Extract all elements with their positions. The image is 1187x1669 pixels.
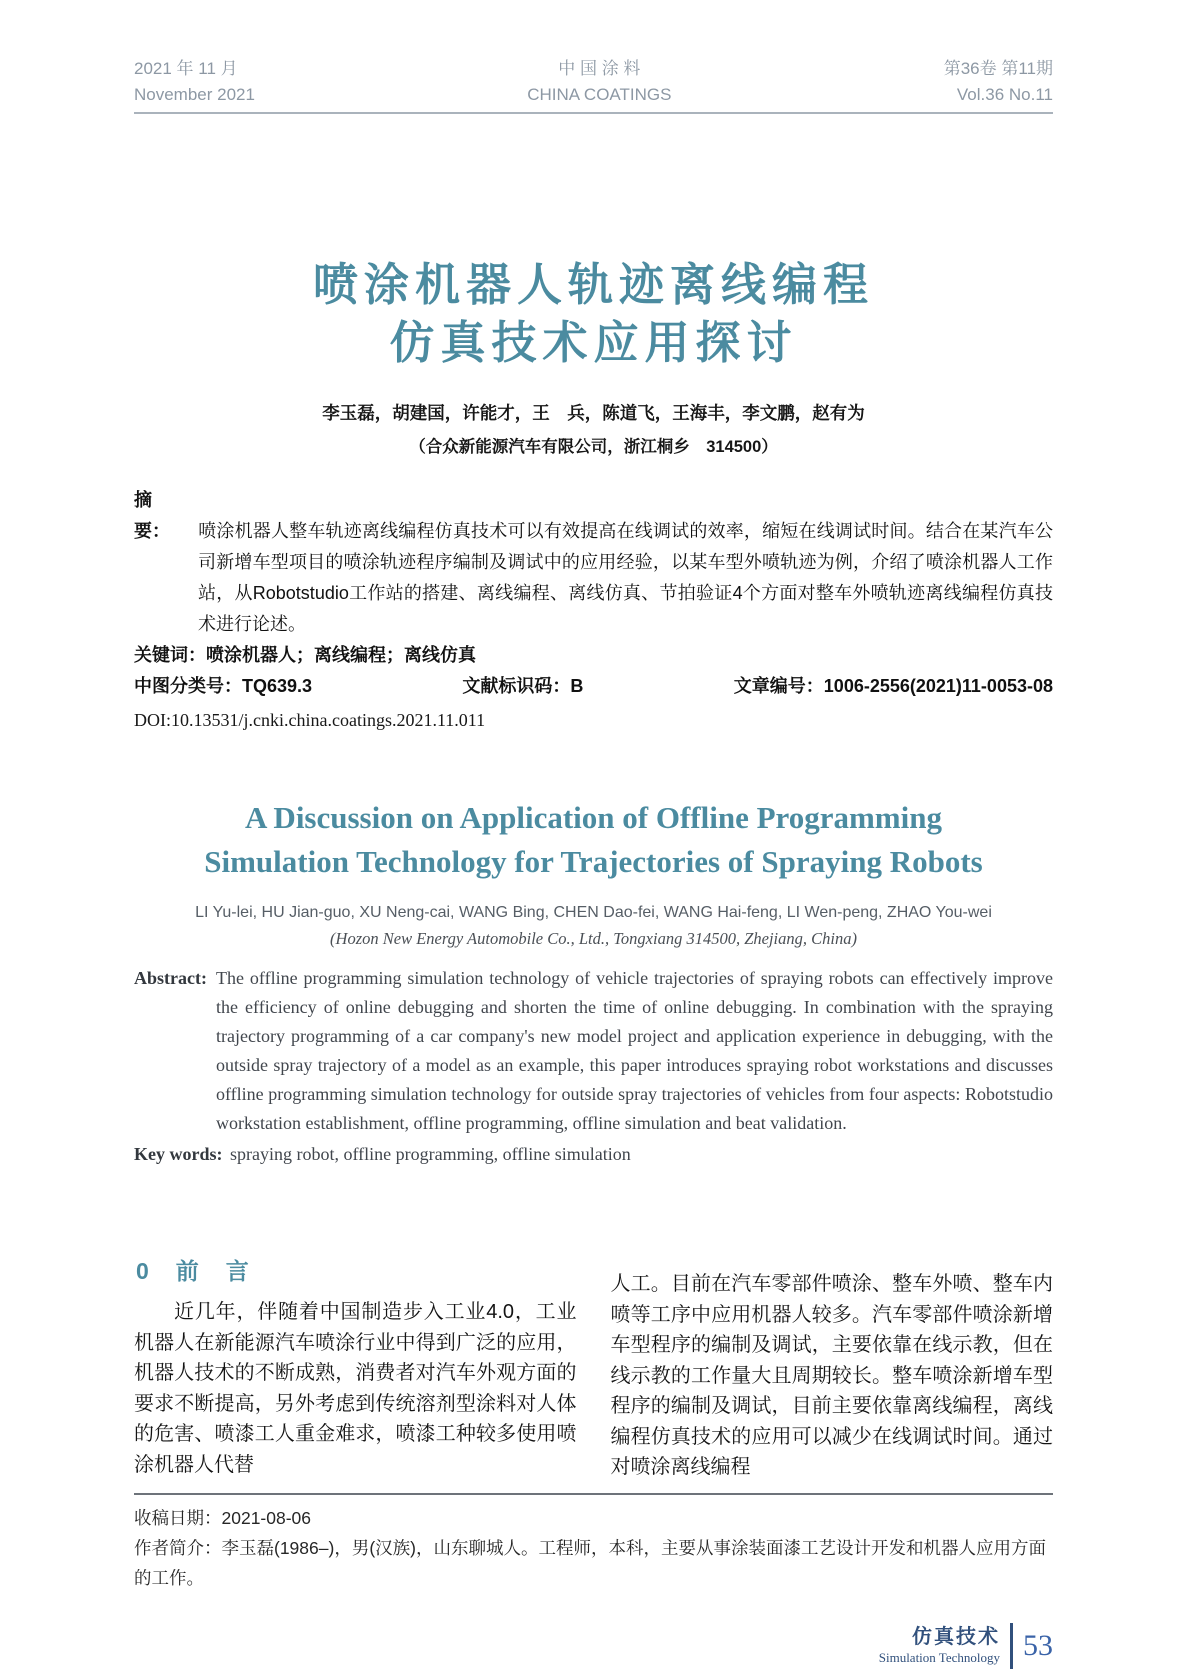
- footer-section-labels: [879, 1625, 1010, 1667]
- meta-doc-code: 文献标识码：B: [462, 676, 584, 696]
- abstract-en-label: Abstract:: [134, 968, 207, 988]
- abstract-en: [134, 964, 1053, 1138]
- footer-section-en: Simulation Technology: [878, 1649, 1000, 1665]
- body-column-right: [611, 1255, 1054, 1483]
- meta-clc: 中图分类号：TQ639.3: [134, 676, 313, 696]
- footnote-block: [134, 1493, 1053, 1593]
- section-0-heading: 0 前 言: [136, 1258, 251, 1284]
- abstract-cn-text: 喷涂机器人整车轨迹离线编程仿真技术可以有效提高在线调试的效率，缩短在线调试时间。结合在某汽车公司新增车型项目的喷涂轨迹程序编制及调试中的应用经验，以某车型外喷轨迹为例，介绍了喷涂机器人工作站，从Robotstudio工作站的搭建、离线编程、离线仿真、节拍验证4个方面对整车外喷轨迹离线编程仿真技术进行论述。: [198, 521, 1053, 634]
- article-title-cn-line1: 喷涂机器人轨迹离线编程: [312, 259, 874, 310]
- footnote-author-bio: 作者简介：李玉磊(1986–)，男(汉族)，山东聊城人。工程师，本科，主要从事涂装面漆工艺设计开发和机器人应用方面的工作。: [134, 1537, 1046, 1588]
- page-footer: [134, 1623, 1053, 1669]
- affiliation-en: (Hozon New Energy Automobile Co., Ltd., Tongxiang 314500, Zhejiang, China): [330, 929, 857, 948]
- article-title-en: [134, 796, 1053, 884]
- article-title-en-line2: Simulation Technology for Trajectories of Spraying Robots: [204, 844, 983, 879]
- header-issue-en: Vol.36 No.11: [956, 85, 1053, 104]
- page-number: 53: [1023, 1628, 1053, 1662]
- abstract-en-text: The offline programming simulation technology of vehicle trajectories of spraying robots can effectively improve the efficiency of online debugging and shorten the time of online debugging. In combination with the spraying trajectory programming of a car company's new model project and application experience in debugging, with the outside spray trajectory of a model as an example, this paper introduces spraying robot workstations and discusses offline programming simulation technology for outside spray trajectories of vehicles from four aspects: Robotstudio workstation establishment, offline programming, offline simulation and beat validation.: [216, 968, 1053, 1133]
- header-journal-block: [527, 56, 671, 108]
- header-journal-en: CHINA COATINGS: [527, 85, 672, 104]
- authors-cn: 李玉磊，胡建国，许能才，王 兵，陈道飞，王海丰，李文鹏，赵有为: [322, 403, 865, 423]
- abstract-cn-label: 摘 要：: [134, 490, 170, 541]
- article-title-en-line1: A Discussion on Application of Offline Programming: [245, 800, 942, 835]
- authors-en: LI Yu-lei, HU Jian-guo, XU Neng-cai, WANG Bing, CHEN Dao-fei, WANG Hai-feng, LI Wen-peng, ZHAO You-wei: [195, 904, 992, 921]
- article-title-cn: [134, 256, 1053, 372]
- body-paragraph-left: 近几年，伴随着中国制造步入工业4.0，工业机器人在新能源汽车喷涂行业中得到广泛的应用，机器人技术的不断成熟，消费者对汽车外观方面的要求不断提高，另外考虑到传统溶剂型涂料对人体的危害、喷漆工人重金难求，喷漆工种较多使用喷涂机器人代替: [134, 1301, 577, 1476]
- meta-doi: DOI:10.13531/j.cnki.china.coatings.2021.11.011: [134, 710, 486, 730]
- meta-article-id: 文章编号：1006-2556(2021)11-0053-08: [733, 676, 1053, 696]
- abstract-cn: [134, 485, 1053, 640]
- body-columns: [134, 1255, 1053, 1483]
- body-column-left: [134, 1255, 577, 1483]
- header-date-en: November 2021: [134, 85, 255, 104]
- header-journal-cn: 中 国 涂 料: [558, 59, 641, 78]
- journal-header: [134, 0, 1053, 114]
- header-date-block: [134, 56, 255, 108]
- footnote-received-date: 收稿日期：2021-08-06: [134, 1507, 312, 1528]
- header-date-cn: 2021 年 11 月: [134, 59, 238, 78]
- header-issue-cn: 第36卷 第11期: [943, 59, 1053, 78]
- keywords-cn-text: 喷涂机器人；离线编程；离线仿真: [206, 645, 476, 665]
- keywords-cn-label: 关键词：: [134, 645, 206, 665]
- body-paragraph-right: 人工。目前在汽车零部件喷涂、整车外喷、整车内喷等工序中应用机器人较多。汽车零部件喷涂新增车型程序的编制及调试，主要依靠在线示教，但在线示教的工作量大且周期较长。整车喷涂新增车型程序的编制及调试，目前主要依靠离线编程，离线编程仿真技术的应用可以减少在线调试时间。通过对喷涂离线编程: [610, 1273, 1053, 1478]
- meta-row: [134, 671, 1053, 702]
- footer-section-cn: 仿真技术: [912, 1625, 1000, 1648]
- keywords-cn: [134, 640, 1053, 671]
- keywords-en: [134, 1140, 1053, 1169]
- affiliation-cn: （合众新能源汽车有限公司，浙江桐乡 314500）: [409, 438, 778, 456]
- header-issue-block: [944, 56, 1053, 108]
- article-title-cn-line2: 仿真技术应用探讨: [389, 317, 798, 368]
- keywords-en-label: Key words:: [134, 1144, 223, 1164]
- keywords-en-text: spraying robot, offline programming, offline simulation: [230, 1144, 631, 1164]
